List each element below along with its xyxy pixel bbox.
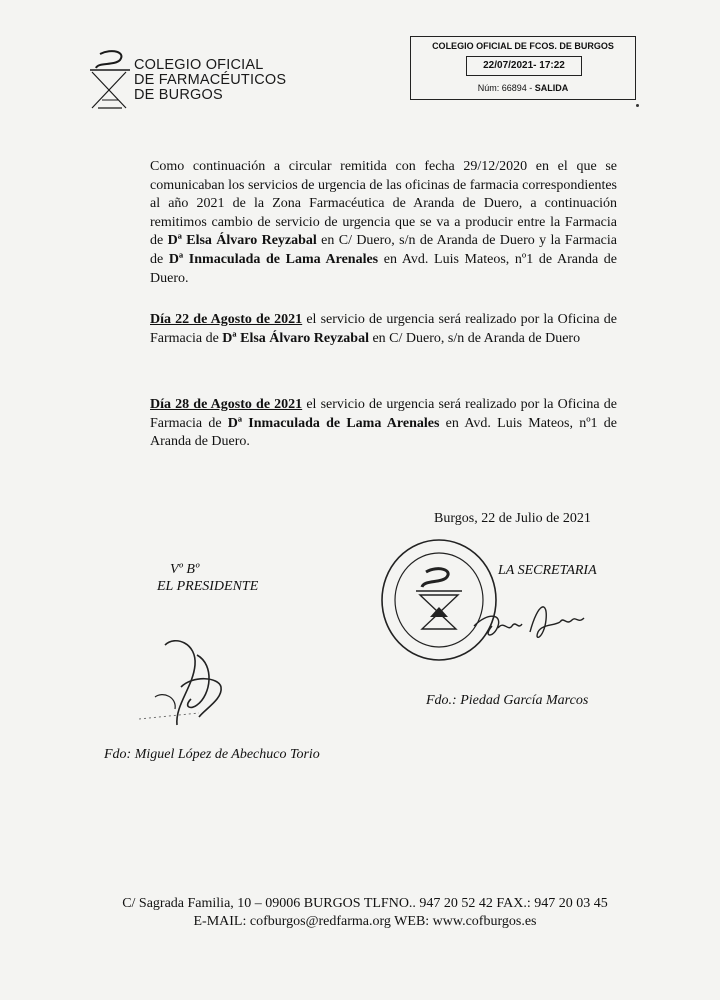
p1-text-b: en C/ Duero, s/n de Aranda de Duero y la Farmacia de <box>150 233 618 267</box>
president-title: EL PRESIDENTE <box>157 579 259 594</box>
p2-date: Día 22 de Agosto de 2021 <box>150 312 303 327</box>
footer-address: C/ Sagrada Familia, 10 – 09006 BURGOS TLFNO.. 947 20 52 42 FAX.: 947 20 03 45 <box>122 896 608 911</box>
scan-dot <box>636 104 639 107</box>
p3-date: Día 28 de Agosto de 2021 <box>150 397 303 412</box>
college-logo <box>86 48 316 118</box>
president-signed-by: Fdo: Miguel López de Abechuco Torio <box>104 747 320 762</box>
stamp-number <box>411 83 635 93</box>
p2-text-a: el servicio de urgencia será realizado por la Oficina de Farmacia de <box>150 312 618 346</box>
stamp-datetime: 22/07/2021- 17:22 <box>466 56 582 76</box>
stamp-type: SALIDA <box>534 83 569 93</box>
p3-text-a: el servicio de urgencia será realizado por la Oficina de Farmacia de <box>150 397 618 431</box>
p1-text-a: Como continuación a circular remitida con fecha 29/12/2020 en el que se comunicaban los servicios de urgencia de las oficinas de farmacia correspondientes al año 2021 de la Zona Farmacéutica de Aranda de Duero, a continuación remitimos cambio de servicio de urgencia que se va a producir entre la Farmacia de <box>150 159 618 249</box>
secretary-title: LA SECRETARIA <box>498 563 597 578</box>
footer-contact: E-MAIL: cofburgos@redfarma.org WEB: www.cofburgos.es <box>193 914 537 929</box>
secretary-signed-by: Fdo.: Piedad García Marcos <box>426 693 589 708</box>
p2-pharmacist: Dª Elsa Álvaro Reyzabal <box>222 330 369 346</box>
intro-paragraph <box>150 158 617 288</box>
stamp-num-value: 66894 <box>501 83 527 93</box>
college-name <box>134 58 286 103</box>
college-emblem-icon <box>86 48 134 118</box>
p3-pharmacist: Dª Inmaculada de Lama Arenales <box>227 415 440 431</box>
secretary-signature <box>468 592 588 662</box>
p3-text-b: en Avd. Luis Mateos, nº1 de Aranda de Duero. <box>150 415 618 450</box>
p1-text-c: en Avd. Luis Mateos, nº1 de Aranda de Duero. <box>150 251 618 286</box>
stamp-title: COLEGIO OFICIAL DE FCOS. DE BURGOS <box>432 41 614 51</box>
p1-pharmacist-1: Dª Elsa Álvaro Reyzabal <box>167 233 317 249</box>
p1-pharmacist-2: Dª Inmaculada de Lama Arenales <box>168 251 379 267</box>
vobo-label: Vº Bº <box>170 562 200 577</box>
president-signature <box>135 625 245 735</box>
college-name-line1: COLEGIO OFICIAL <box>134 57 264 73</box>
service-paragraph-1 <box>150 311 617 348</box>
college-name-line2: DE FARMACÉUTICOS <box>134 72 287 88</box>
stamp-dash: - <box>526 83 535 93</box>
registry-stamp <box>410 36 636 100</box>
p2-text-b: en C/ Duero, s/n de Aranda de Duero <box>368 330 581 346</box>
college-name-line3: DE BURGOS <box>134 87 223 103</box>
stamp-num-label: Núm: <box>477 83 500 93</box>
service-paragraph-2 <box>150 396 617 452</box>
place-date: Burgos, 22 de Julio de 2021 <box>434 511 591 526</box>
footer <box>100 895 630 931</box>
